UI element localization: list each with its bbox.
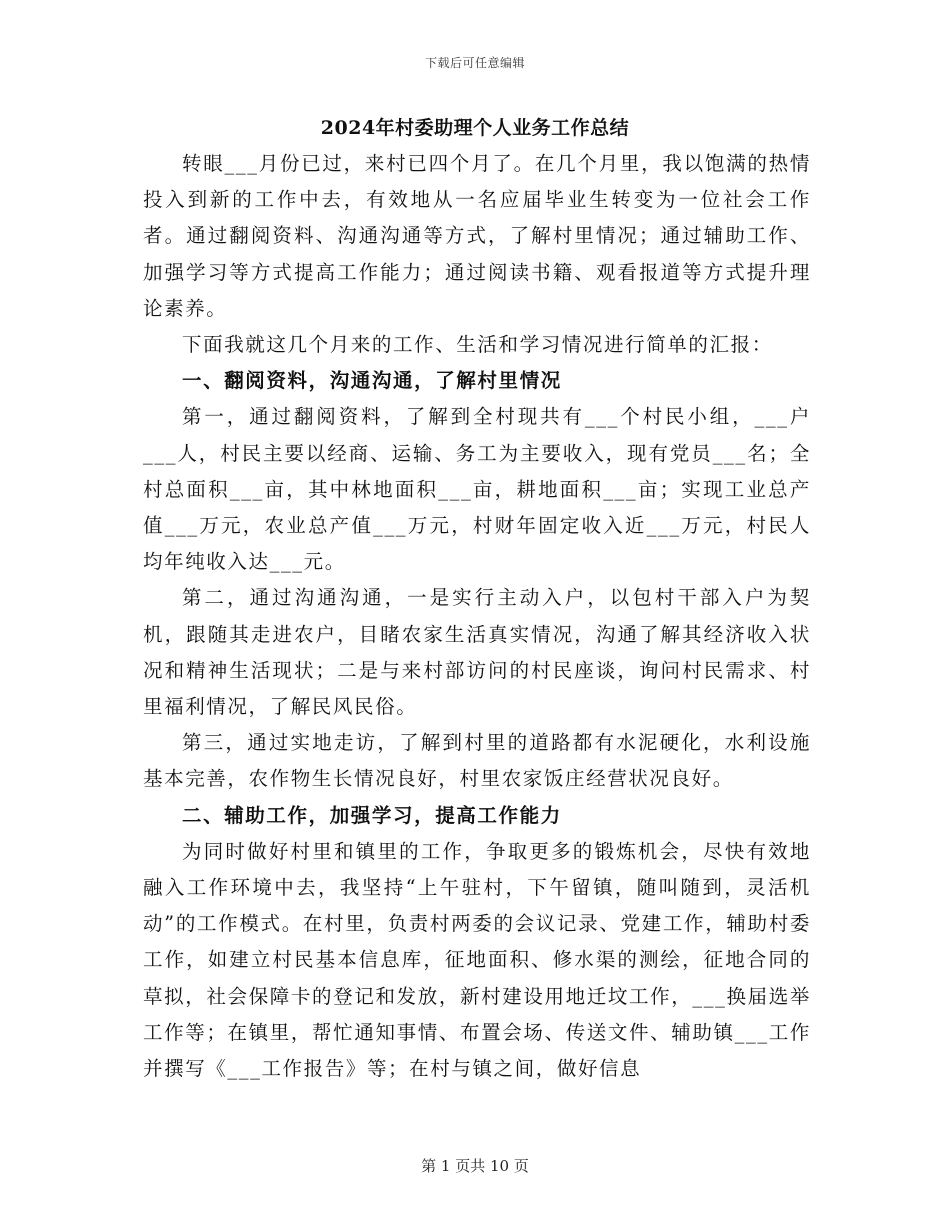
paragraph-report-lead: 下面我就这几个月来的工作、生活和学习情况进行简单的汇报：: [182, 333, 773, 357]
section-heading-1: 一、翻阅资料，沟通沟通，了解村里情况: [182, 369, 562, 393]
document-body: [143, 146, 811, 1087]
header-note: 下载后可任意编辑: [424, 56, 525, 70]
paragraph-intro: 转眼___月份已过，来村已四个月了。在几个月里，我以饱满的热情投入到新的工作中去，有效地从一名应届毕业生转变为一位社会工作者。通过翻阅资料、沟通沟通等方式，了解村里情况；通过辅助工作、加强学习等方式提高工作能力；通过阅读书籍、观看报道等方式提升理论素养。: [143, 152, 811, 320]
document-title: 2024年村委助理个人业务工作总结: [320, 117, 630, 139]
paragraph-third-point: 第三，通过实地走访，了解到村里的道路都有水泥硬化，水利设施基本完善，农作物生长情况良好，村里农家饭庄经营状况良好。: [143, 731, 811, 791]
page-footer: 第 1 页共 10 页: [421, 1157, 529, 1175]
paragraph-second-point: 第二，通过沟通沟通，一是实行主动入户，以包村干部入户为契机，跟随其走进农户，目睹农家生活真实情况，沟通了解其经济收入状况和精神生活现状；二是与来村部访问的村民座谈，询问村民需求、村里福利情况，了解民风民俗。: [143, 586, 811, 719]
section-heading-2: 二、辅助工作，加强学习，提高工作能力: [182, 803, 562, 827]
paragraph-first-point: 第一，通过翻阅资料，了解到全村现共有___个村民小组，___户___人，村民主要以经商、运输、务工为主要收入，现有党员___名；全村总面积___亩，其中林地面积___亩，耕地面积___亩；实现工业总产值___万元，农业总产值___万元，村财年固定收入近___万元，村民人均年纯收入达___元。: [143, 405, 811, 574]
paragraph-work-mode: 为同时做好村里和镇里的工作，争取更多的锻炼机会，尽快有效地融入工作环境中去，我坚持“上午驻村，下午留镇，随叫随到，灵活机动”的工作模式。在村里，负责村两委的会议记录、党建工作，辅助村委工作，如建立村民基本信息库，征地面积、修水渠的测绘，征地合同的草拟，社会保障卡的登记和发放，新村建设用地迁坟工作，___换届选举工作等；在镇里，帮忙通知事情、布置会场、传送文件、辅助镇___工作并撰写《___工作报告》等；在村与镇之间，做好信息: [143, 839, 811, 1081]
